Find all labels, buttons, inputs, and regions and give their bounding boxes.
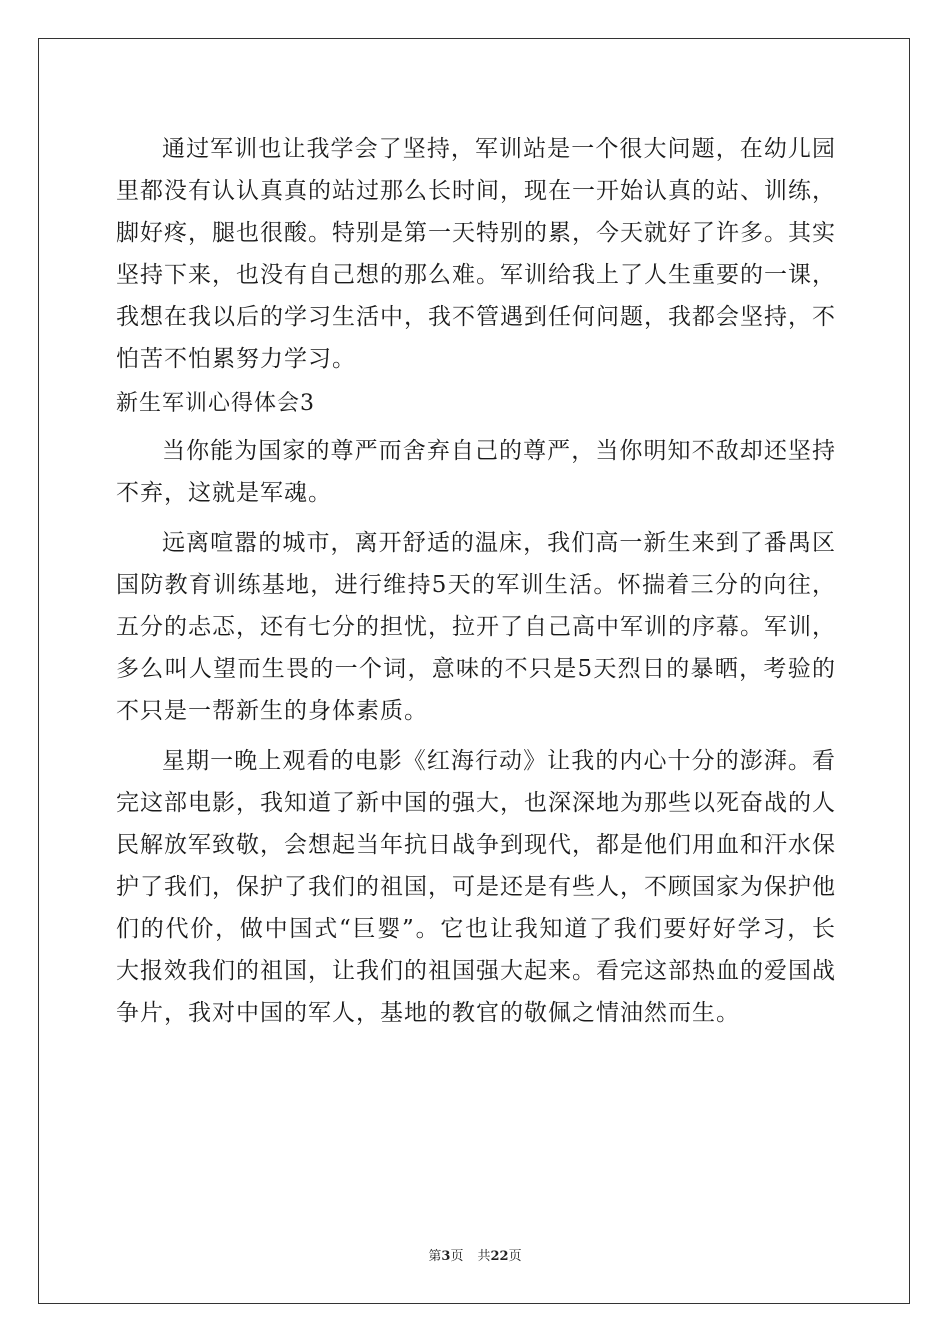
page-prefix: 第 bbox=[428, 1249, 442, 1264]
document-body bbox=[116, 128, 836, 1034]
page-suffix: 页 bbox=[450, 1249, 464, 1264]
section-title: 新生军训心得体会3 bbox=[116, 391, 315, 416]
paragraph-military-soul: 当你能为国家的尊严而舍弃自己的尊严，当你明知不敌却还坚持不弃，这就是军魂。 bbox=[116, 438, 836, 506]
total-pages: 22 bbox=[490, 1249, 509, 1264]
paragraph-movie: 星期一晚上观看的电影《红海行动》让我的内心十分的澎湃。看完这部电影，我知道了新中国的强大，也深深地为那些以死奋战的人民解放军致敬，会想起当年抗日战争到现代，都是他们用血和汗水保护了我们，保护了我们的祖国，可是还是有些人，不顾国家为保护他们的代价，做中国式“巨婴”。它也让我知道了我们要好好学习，长大报效我们的祖国，让我们的祖国强大起来。看完这部热血的爱国战争片，我对中国的军人，基地的教官的敬佩之情油然而生。 bbox=[116, 748, 836, 1026]
page-current: 3 bbox=[441, 1249, 451, 1264]
paragraph-training-base: 远离喧嚣的城市，离开舒适的温床，我们高一新生来到了番禺区国防教育训练基地，进行维持5天的军训生活。怀揣着三分的向往，五分的忐忑，还有七分的担忧，拉开了自己高中军训的序幕。军训，多么叫人望而生畏的一个词，意味的不只是5天烈日的暴晒，考验的不只是一帮新生的身体素质。 bbox=[116, 530, 836, 724]
page-footer bbox=[0, 1248, 950, 1266]
paragraph-perseverance: 通过军训也让我学会了坚持，军训站是一个很大问题，在幼儿园里都没有认认真真的站过那么长时间，现在一开始认真的站、训练，脚好疼，腿也很酸。特别是第一天特别的累，今天就好了许多。其实坚持下来，也没有自己想的那么难。军训给我上了人生重要的一课，我想在我以后的学习生活中，我不管遇到任何问题，我都会坚持，不怕苦不怕累努力学习。 bbox=[116, 136, 836, 372]
total-suffix: 页 bbox=[508, 1249, 522, 1264]
total-prefix: 共 bbox=[477, 1249, 491, 1264]
